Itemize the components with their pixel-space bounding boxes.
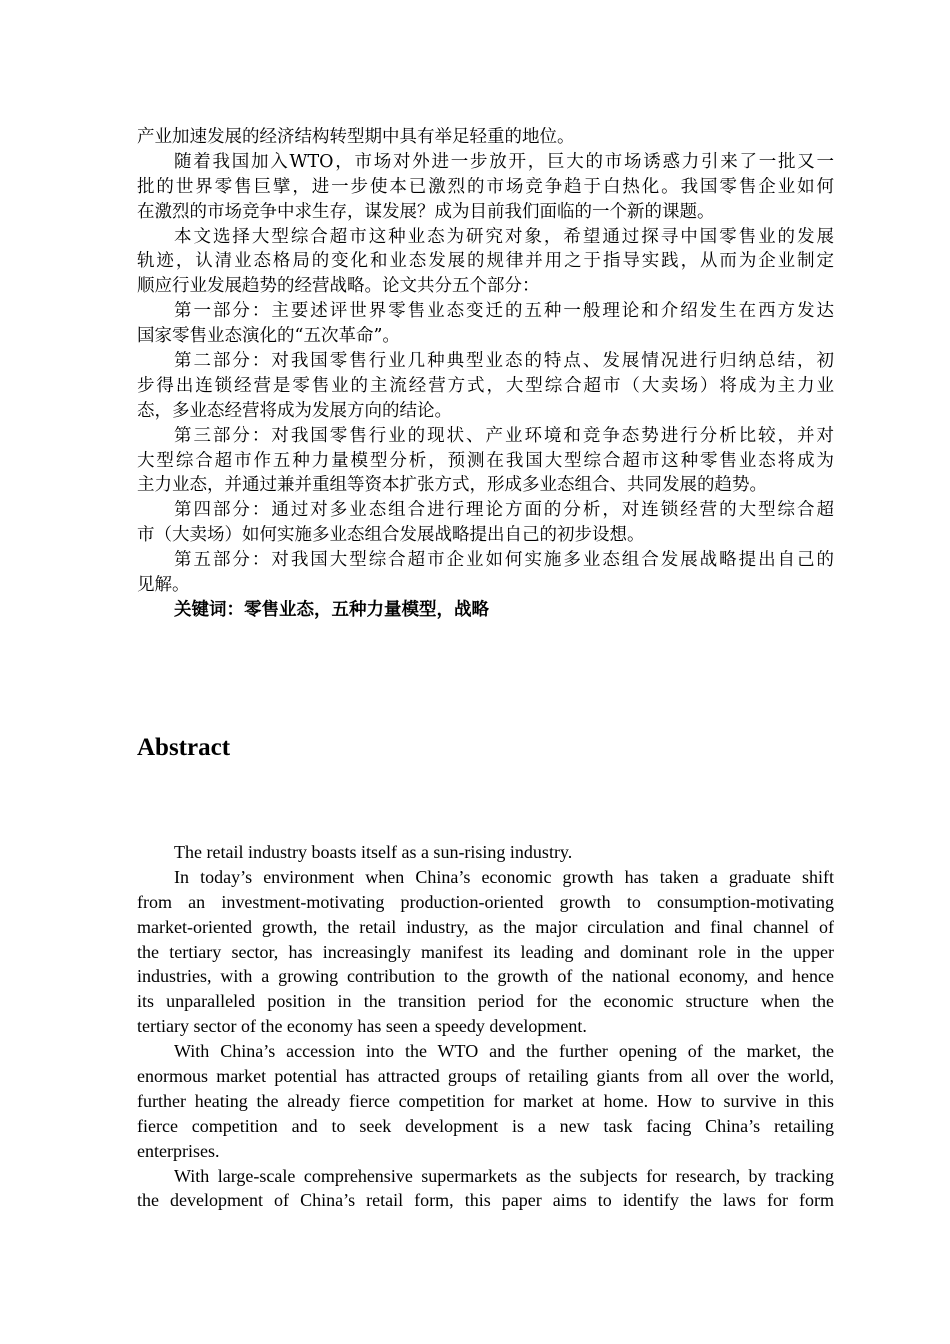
abstract-heading: Abstract [137, 734, 231, 761]
text-line: 随着我国加入WTO，市场对外进一步放开，巨大的市场诱惑力引来了一批又一 [174, 151, 834, 172]
text-line: 第三部分：对我国零售行业的现状、产业环境和竞争态势进行分析比较，并对 [174, 425, 834, 446]
text-line: 态，多业态经营将成为发展方向的结论。 [137, 400, 452, 421]
text-line: further heating the already fierce competition for market at home. How to survive in this [137, 1090, 834, 1111]
text-line: industries, with a growing contribution to the growth of the national economy, and hence [137, 966, 834, 987]
text-line: fierce competition and to seek development is a new task facing China’s retailing [137, 1115, 834, 1136]
paragraph [137, 299, 834, 349]
paragraph [137, 498, 834, 548]
paragraph [137, 865, 834, 1039]
text-line: In today’s environment when China’s economic growth has taken a graduate shift [174, 866, 834, 887]
paragraph [137, 548, 834, 598]
text-line: 顺应行业发展趋势的经营战略。论文共分五个部分： [137, 276, 540, 297]
text-line: 本文选择大型综合超市这种业态为研究对象，希望通过探寻中国零售业的发展 [174, 226, 834, 247]
text-line: 在激烈的市场竞争中求生存，谋发展？成为目前我们面临的一个新的课题。 [137, 201, 715, 222]
paragraph [137, 424, 834, 499]
text-line: enormous market potential has attracted groups of retailing giants from all over the world, [137, 1066, 834, 1087]
paragraph [137, 1164, 834, 1214]
text-line: the tertiary sector, has increasingly manifest its leading and dominant role in the upper [137, 941, 834, 962]
text-line: The retail industry boasts itself as a sun-rising industry. [174, 842, 573, 862]
text-line: tertiary sector of the economy has seen a speedy development. [137, 1016, 587, 1037]
paragraph [137, 1039, 834, 1163]
text-line: With large-scale comprehensive supermarkets as the subjects for research, by tracking [174, 1165, 834, 1186]
text-line: enterprises. [137, 1140, 220, 1161]
text-line: 市（大卖场）如何实施多业态组合发展战略提出自己的初步设想。 [137, 525, 645, 546]
paragraph [137, 840, 834, 865]
paragraph [137, 150, 834, 225]
text-line: 第二部分：对我国零售行业几种典型业态的特点、发展情况进行归纳总结，初 [174, 351, 834, 372]
text-line: 见解。 [137, 575, 190, 596]
text-line: With China’s accession into the WTO and the further opening of the market, the [174, 1041, 834, 1062]
english-abstract-body [137, 840, 834, 1213]
text-line: 主力业态，并通过兼并重组等资本扩张方式，形成多业态组合、共同发展的趋势。 [137, 475, 767, 496]
paragraph [137, 349, 834, 424]
text-line: 大型综合超市作五种力量模型分析，预测在我国大型综合超市这种零售业态将成为 [137, 450, 834, 471]
text-line: 第四部分：通过对多业态组合进行理论方面的分析，对连锁经营的大型综合超 [174, 500, 834, 521]
text-line: 批的世界零售巨擘，进一步使本已激烈的市场竞争趋于白热化。我国零售企业如何 [137, 176, 834, 197]
text-line: 步得出连锁经营是零售业的主流经营方式，大型综合超市（大卖场）将成为主力业 [137, 375, 834, 396]
keywords: 关键词：零售业态，五种力量模型，战略 [174, 599, 489, 620]
text-line: its unparalleled position in the transition period for the economic structure when the [137, 991, 834, 1012]
text-line: market-oriented growth, the retail industry, as the major circulation and final channel of [137, 916, 834, 937]
paragraph [137, 225, 834, 300]
text-line: 国家零售业态演化的“五次革命”。 [137, 326, 400, 347]
chinese-abstract-body [137, 125, 834, 623]
paragraph [137, 125, 834, 150]
text-line: the development of China’s retail form, this paper aims to identify the laws for form [137, 1190, 834, 1211]
text-line: from an investment-motivating production-oriented growth to consumption-motivating [137, 891, 834, 912]
text-line: 轨迹，认清业态格局的变化和业态发展的规律并用之于指导实践，从而为企业制定 [137, 251, 834, 272]
text-line: 第五部分：对我国大型综合超市企业如何实施多业态组合发展战略提出自己的 [174, 550, 834, 571]
text-line: 第一部分：主要述评世界零售业态变迁的五种一般理论和介绍发生在西方发达 [174, 301, 834, 322]
text-line: 产业加速发展的经济结构转型期中具有举足轻重的地位。 [137, 127, 575, 147]
